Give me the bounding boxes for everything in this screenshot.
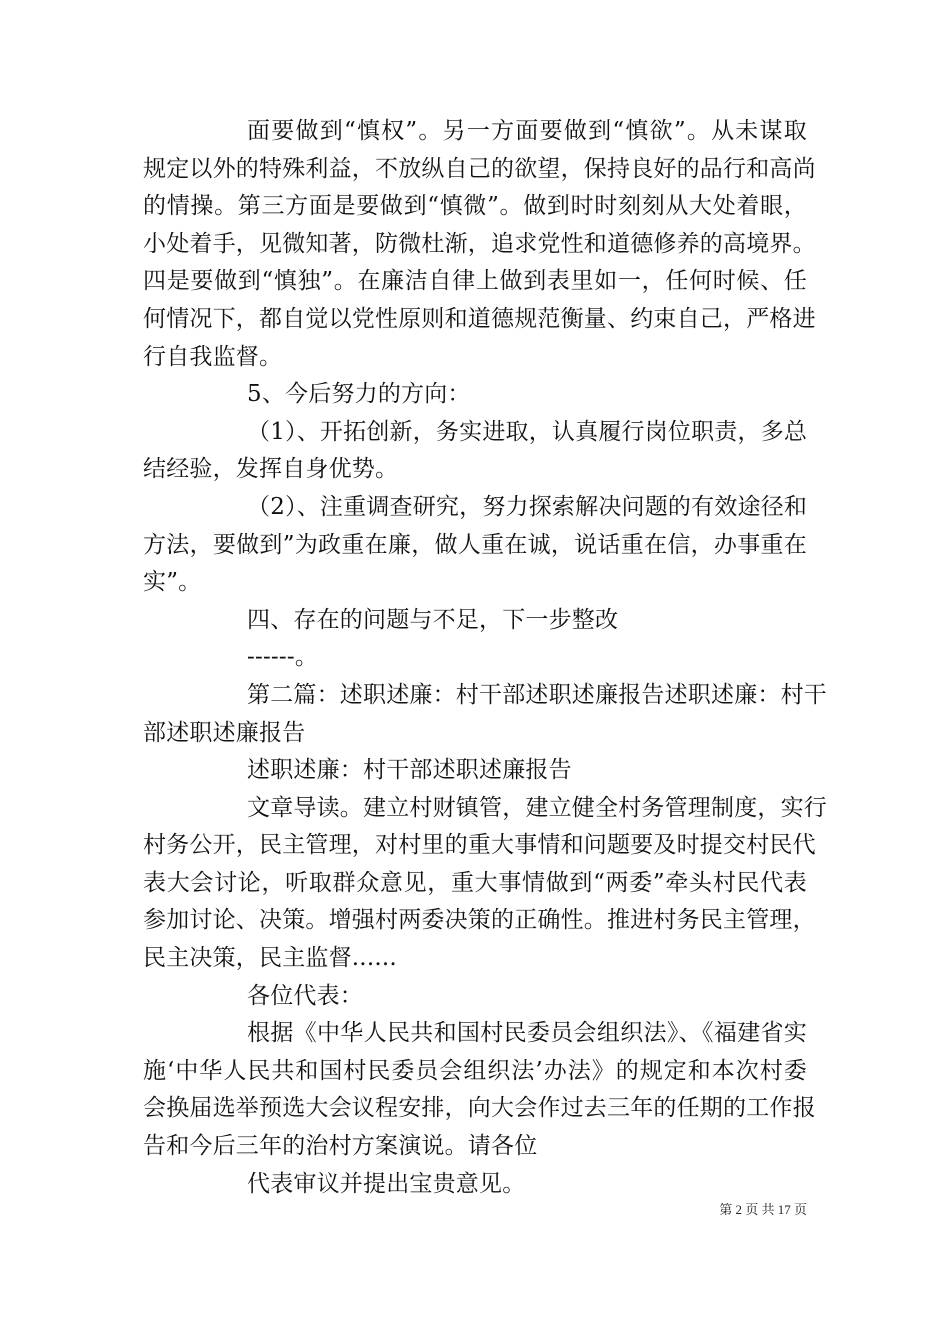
text-line: 施‘中华人民共和国村民委员会组织法’办法》的规定和本次村委 (143, 1057, 807, 1084)
text-line: 表大会讨论，听取群众意见，重大事情做到“两委”牵头村民代表 (143, 869, 807, 896)
page-number-footer: 第 2 页 共 17 页 (719, 1202, 807, 1217)
text-line: 民主决策，民主监督...... (143, 945, 397, 972)
text-line: 结经验，发挥自身优势。 (143, 456, 399, 483)
section-heading: 5、今后努力的方向： (247, 381, 471, 408)
article-title: 第二篇：述职述廉：村干部述职述廉报告述职述廉：村干 (247, 681, 827, 708)
document-body (143, 113, 827, 1203)
text-line: （2）、注重调查研究，努力探索解决问题的有效途径和 (247, 493, 808, 520)
text-line: 四是要做到“慎独”。在廉洁自律上做到表里如一，任何时候、任 (143, 268, 807, 295)
text-line: 告和今后三年的治村方案演说。请各位 (143, 1133, 538, 1160)
section-heading: 四、存在的问题与不足，下一步整改 (247, 606, 619, 633)
text-line: 代表审议并提出宝贵意见。 (247, 1170, 526, 1197)
text-line: 会换届选举预选大会议程安排，向大会作过去三年的任期的工作报 (143, 1095, 816, 1122)
text-line: 的情操。第三方面是要做到“慎微”。做到时时刻刻从大处着眼， (143, 193, 807, 220)
text-line: 根据《中华人民共和国村民委员会组织法》、《福建省实 (247, 1020, 807, 1047)
text-line: 村务公开，民主管理，对村里的重大事情和问题要及时提交村民代 (143, 832, 816, 859)
text-line: ------。 (247, 644, 319, 671)
text-line: 方法，要做到”为政重在廉，做人重在诚，说话重在信，办事重在 (143, 531, 807, 558)
text-line: 实”。 (143, 569, 202, 596)
text-line: 规定以外的特殊利益，不放纵自己的欲望，保持良好的品行和高尚 (143, 155, 816, 182)
text-line: 文章导读。建立村财镇管，建立健全村务管理制度，实行 (247, 794, 827, 821)
text-line: 小处着手，见微知著，防微杜渐，追求党性和道德修养的高境界。 (143, 230, 816, 257)
text-line: 何情况下，都自觉以党性原则和道德规范衡量、约束自己，严格进 (143, 305, 816, 332)
salutation: 各位代表： (247, 982, 363, 1009)
text-line: 面要做到“慎权”。另一方面要做到“慎欲”。从未谋取 (247, 118, 807, 144)
text-line: （1）、开拓创新，务实进取，认真履行岗位职责，多总 (247, 418, 808, 445)
text-line: 行自我监督。 (143, 343, 283, 370)
article-title: 部述职述廉报告 (143, 719, 306, 746)
article-subtitle: 述职述廉：村干部述职述廉报告 (247, 757, 572, 784)
text-line: 参加讨论、决策。增强村两委决策的正确性。推进村务民主管理， (143, 907, 816, 934)
